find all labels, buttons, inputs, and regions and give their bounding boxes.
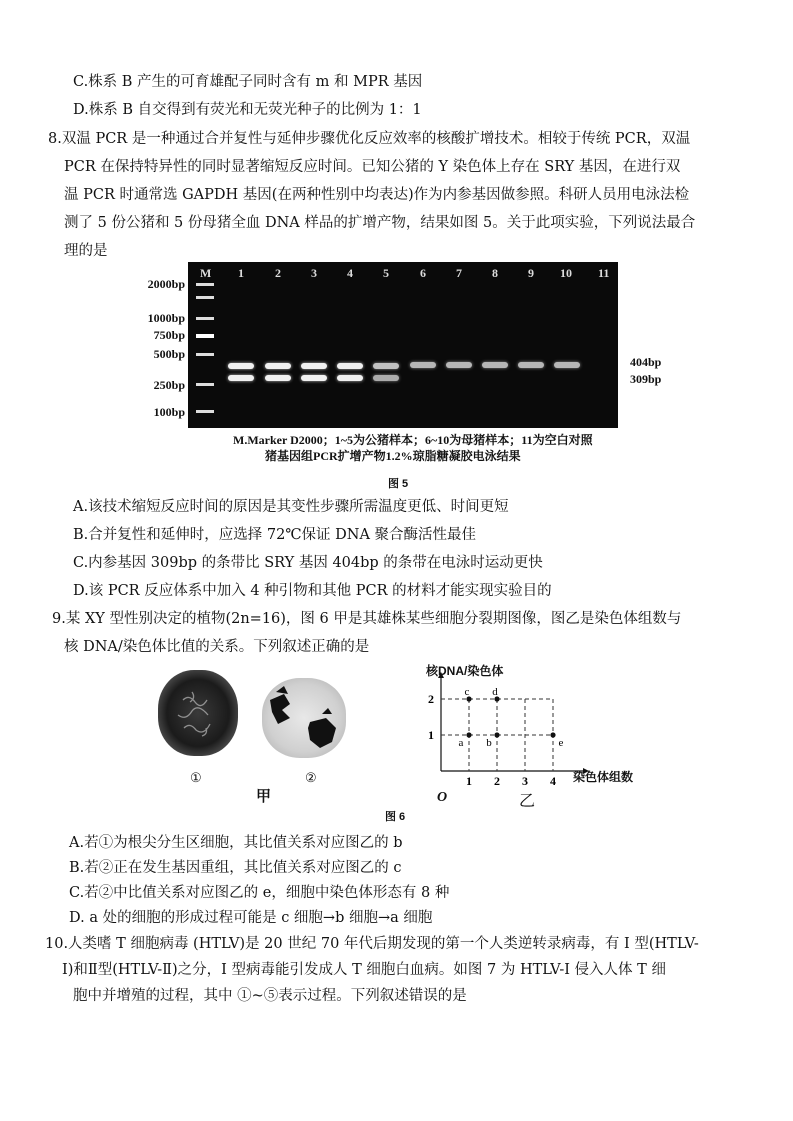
q9-stem-line-2: 核 DNA/染色体比值的关系。下列叙述正确的是 <box>64 639 370 655</box>
data-point-label-e: e <box>558 737 564 749</box>
marker-band <box>196 383 214 386</box>
lane-label-9: 9 <box>528 266 534 280</box>
q8-option-c: C.内参基因 309bp 的条带比 SRY 基因 404bp 的条带在电泳时运动更快 <box>73 555 543 571</box>
figure-5-caption-1: M.Marker D2000；1~5为公猪样本；6~10为母猪样本；11为空白对照 <box>233 433 593 447</box>
lane-label-8: 8 <box>492 266 498 280</box>
band-309-lane-3 <box>301 375 327 381</box>
figure-5-caption-2: 猪基因组PCR扩增产物1.2%琼脂糖凝胶电泳结果 <box>265 449 521 463</box>
marker-band <box>196 283 214 286</box>
marker-label-100: 100bp <box>153 405 185 419</box>
band-404-lane-9 <box>518 362 544 368</box>
band-404-lane-6 <box>410 362 436 368</box>
lane-label-2: 2 <box>275 266 281 280</box>
lane-label-1: 1 <box>238 266 244 280</box>
data-point-label-c: c <box>464 686 470 698</box>
cell-image-2 <box>262 678 346 758</box>
x-tick-label: 4 <box>550 774 556 788</box>
cell-label-2: ② <box>305 771 317 786</box>
data-point-label-b: b <box>486 737 492 749</box>
figure-6-number: 图 6 <box>385 811 406 823</box>
marker-band <box>196 296 214 299</box>
q8-stem-line-4: 测了 5 份公猪和 5 份母猪全血 DNA 样品的扩增产物，结果如图 5。关于此项实验，下列说法最合 <box>64 215 696 231</box>
lane-label-4: 4 <box>347 266 353 280</box>
band-309-lane-1 <box>228 375 254 381</box>
yi-x-axis-title: 染色体组数 <box>573 770 634 784</box>
lane-label-10: 10 <box>560 266 572 280</box>
data-point-label-d: d <box>492 686 498 698</box>
yi-origin-label: O <box>437 790 448 805</box>
figure-6-jia-label: 甲 <box>256 788 272 805</box>
marker-label-500: 500bp <box>153 347 185 361</box>
x-tick-label: 2 <box>494 774 500 788</box>
q10-stem-line-3: 胞中并增殖的过程，其中 ①~⑤表示过程。下列叙述错误的是 <box>73 988 467 1004</box>
band-309-lane-4 <box>337 375 363 381</box>
band-label-309: 309bp <box>630 372 662 386</box>
data-point-b <box>494 732 499 737</box>
figure-5-gel <box>135 262 670 472</box>
lane-label-5: 5 <box>383 266 389 280</box>
cell-label-1: ① <box>190 771 202 786</box>
lane-label-m: M <box>200 266 212 280</box>
q7-option-c: C.株系 B 产生的可育雄配子同时含有 m 和 MPR 基因 <box>73 74 423 90</box>
q10-stem-line-1: 10.人类嗜 T 细胞病毒 (HTLV)是 20 世纪 70 年代后期发现的第一个人类逆转录病毒，有 I 型(HTLV- <box>45 936 699 952</box>
q8-stem-line-2: PCR 在保持特异性的同时显著缩短反应时间。已知公猪的 Y 染色体上存在 SRY 基因，在进行双 <box>64 159 681 175</box>
q8-stem-line-3: 温 PCR 时通常选 GAPDH 基因(在两种性别中均表达)作为内参基因做参照。科研人员用电泳法检 <box>64 187 690 203</box>
data-point-label-a: a <box>458 737 464 749</box>
q10-stem-line-2: Ⅰ)和Ⅱ型(HTLV-Ⅱ)之分，I 型病毒能引发成人 T 细胞白血病。如图 7 为 HTLV-I 侵入人体 T 细 <box>62 962 666 978</box>
lane-label-6: 6 <box>420 266 426 280</box>
data-point-e <box>550 732 555 737</box>
y-tick-label: 2 <box>428 692 434 706</box>
gel-image <box>188 262 618 428</box>
marker-band <box>196 317 214 320</box>
band-404-lane-10 <box>554 362 580 368</box>
q9-option-a: A.若①为根尖分生区细胞，其比值关系对应图乙的 b <box>69 835 403 851</box>
band-404-lane-8 <box>482 362 508 368</box>
q9-option-b: B.若②正在发生基因重组，其比值关系对应图乙的 c <box>69 860 402 876</box>
marker-band <box>196 334 214 338</box>
band-404-lane-7 <box>446 362 472 368</box>
figure-5-number: 图 5 <box>388 478 409 490</box>
x-tick-label: 3 <box>522 774 528 788</box>
q8-stem-line-1: 8.双温 PCR 是一种通过合并复性与延伸步骤优化反应效率的核酸扩增技术。相较于传统 PCR，双温 <box>48 131 691 147</box>
band-404-lane-2 <box>265 363 291 369</box>
marker-band <box>196 410 214 413</box>
x-tick-label: 1 <box>466 774 472 788</box>
data-point-a <box>466 732 471 737</box>
q8-stem-line-5: 理的是 <box>64 243 108 259</box>
band-label-404: 404bp <box>630 355 662 369</box>
q8-option-d: D.该 PCR 反应体系中加入 4 种引物和其他 PCR 的材料才能实现实验目的 <box>73 583 552 599</box>
band-404-lane-3 <box>301 363 327 369</box>
marker-label-250: 250bp <box>153 378 185 392</box>
lane-label-3: 3 <box>311 266 317 280</box>
marker-band <box>196 353 214 356</box>
lane-label-11: 11 <box>598 266 610 280</box>
lane-label-7: 7 <box>456 266 462 280</box>
band-309-lane-2 <box>265 375 291 381</box>
cell-image-1 <box>158 670 238 756</box>
yi-y-axis-title: 核DNA/染色体 <box>426 664 504 678</box>
marker-label-750: 750bp <box>153 328 185 342</box>
y-tick-label: 1 <box>428 728 434 742</box>
q8-option-b: B.合并复性和延伸时，应选择 72℃保证 DNA 聚合酶活性最佳 <box>73 527 477 543</box>
q9-option-c: C.若②中比值关系对应图乙的 e，细胞中染色体形态有 8 种 <box>69 885 450 901</box>
marker-label-1000: 1000bp <box>147 311 185 325</box>
marker-label-2000: 2000bp <box>147 277 185 291</box>
figure-6-yi-label: 乙 <box>519 791 536 810</box>
band-404-lane-4 <box>337 363 363 369</box>
band-404-lane-5 <box>373 363 399 369</box>
band-404-lane-1 <box>228 363 254 369</box>
q8-option-a: A.该技术缩短反应时间的原因是其变性步骤所需温度更低、时间更短 <box>73 499 509 515</box>
band-309-lane-5 <box>373 375 399 381</box>
q7-option-d: D.株系 B 自交得到有荧光和无荧光种子的比例为 1：1 <box>73 102 422 118</box>
q9-stem-line-1: 9.某 XY 型性别决定的植物(2n=16)，图 6 甲是其雄株某些细胞分裂期图像，图乙是染色体组数与 <box>52 611 682 627</box>
q9-option-d: D. a 处的细胞的形成过程可能是 c 细胞→b 细胞→a 细胞 <box>69 910 433 926</box>
